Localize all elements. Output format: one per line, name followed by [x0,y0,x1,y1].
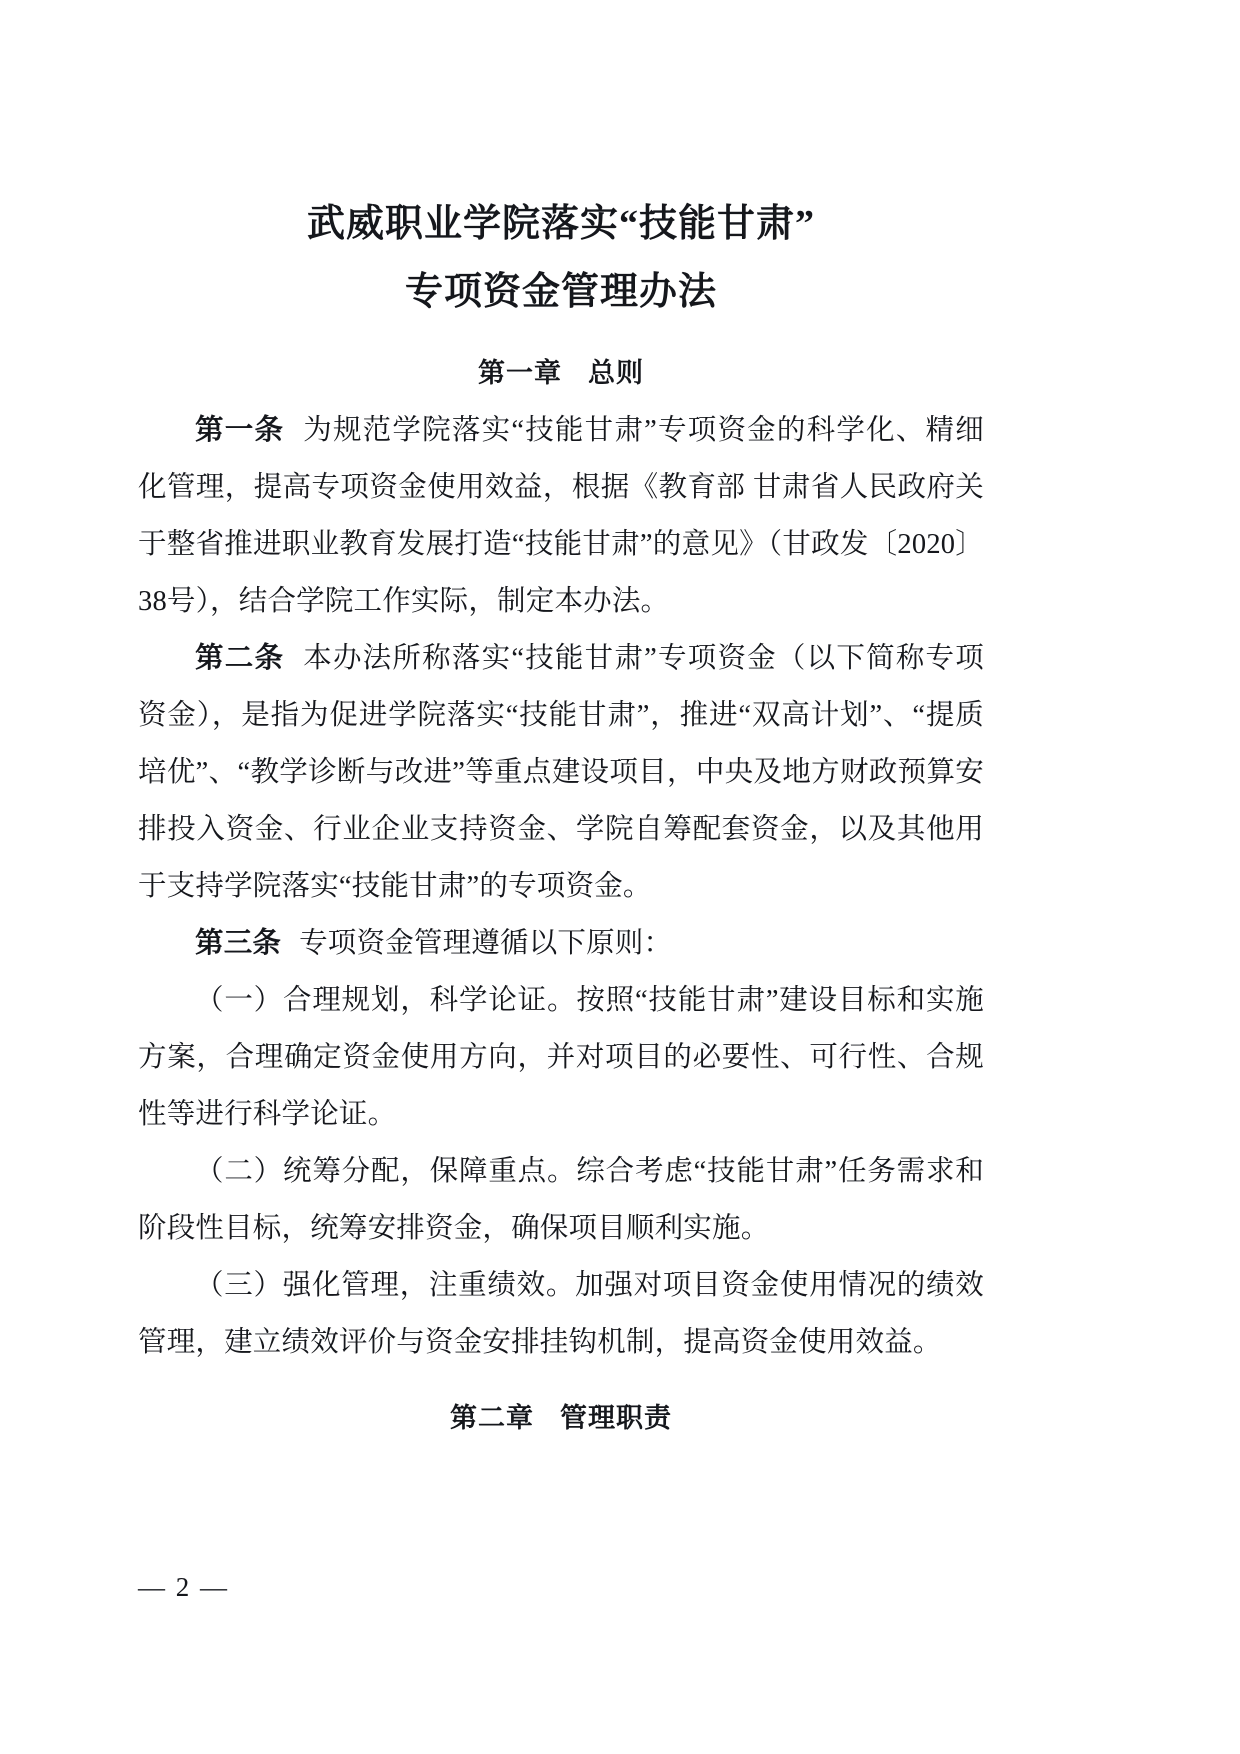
chapter-two-label: 第二章 [450,1403,534,1433]
chapter-one-name: 总则 [588,358,644,388]
chapter-two-name: 管理职责 [560,1403,672,1433]
document-title-line2: 专项资金管理办法 [404,271,717,313]
document-title [138,190,984,326]
principle-1: （一）合理规划，科学论证。按照“技能甘肃”建设目标和实施方案，合理确定资金使用方向，并对项目的必要性、可行性、合规性等进行科学论证。 [138,985,984,1130]
article-3-text: 专项资金管理遵循以下原则： [299,928,673,959]
article-3 [138,915,984,972]
article-3-label: 第三条 [195,928,282,959]
principle-2: （二）统筹分配，保障重点。综合考虑“技能甘肃”任务需求和阶段性目标，统筹安排资金，确保项目顺利实施。 [138,1156,984,1244]
page-number: — 2 — [138,1572,229,1602]
document-title-line1: 武威职业学院落实“技能甘肃” [306,203,815,245]
principle-3: （三）强化管理，注重绩效。加强对项目资金使用情况的绩效管理，建立绩效评价与资金安排挂钩机制，提高资金使用效益。 [138,1270,984,1358]
article-1 [138,402,984,630]
chapter-one-label: 第一章 [478,358,562,388]
article-1-text: 为规范学院落实“技能甘肃”专项资金的科学化、精细化管理，提高专项资金使用效益，根据《教育部 甘肃省人民政府关于整省推进职业教育发展打造“技能甘肃”的意见》（甘政发〔2020〕38号），结合学院工作实际，制定本办法。 [138,415,984,617]
article-2 [138,630,984,915]
article-2-label: 第二条 [195,643,285,674]
document-body [138,190,984,1447]
chapter-one-heading [138,344,984,402]
article-1-label: 第一条 [195,415,285,446]
article-2-text: 本办法所称落实“技能甘肃”专项资金（以下简称专项资金），是指为促进学院落实“技能甘肃”，推进“双高计划”、“提质培优”、“教学诊断与改进”等重点建设项目，中央及地方财政预算安排投入资金、行业企业支持资金、学院自筹配套资金，以及其他用于支持学院落实“技能甘肃”的专项资金。 [138,643,984,902]
chapter-two-heading [138,1389,984,1447]
